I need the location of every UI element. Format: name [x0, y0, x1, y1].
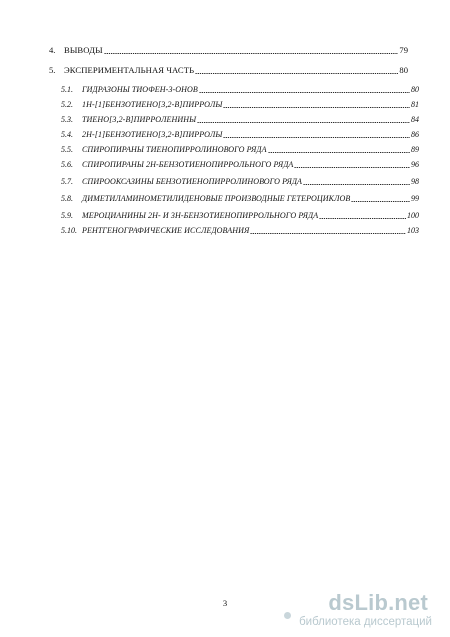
toc-entry-page: 80: [399, 65, 408, 75]
toc-entry-page: 100: [407, 211, 419, 220]
toc-entry-title: ЭКСПЕРИМЕНТАЛЬНАЯ ЧАСТЬ: [64, 65, 195, 75]
toc-entry-number: 5.3.: [61, 115, 73, 124]
toc-entry-page: 98: [411, 177, 419, 186]
toc-entry-number: 5.7.: [61, 177, 73, 186]
toc-entry-number: 5.6.: [61, 160, 73, 169]
toc-entry-5[interactable]: [49, 66, 408, 75]
dot-leader: [197, 122, 410, 123]
toc-entry-5-6[interactable]: [61, 161, 419, 169]
page-number: 3: [222, 598, 228, 608]
toc-entry-5-5[interactable]: [61, 146, 419, 154]
dot-leader: [303, 184, 410, 185]
toc-entry-5-1[interactable]: [61, 86, 419, 94]
toc-entry-number: 5.10.: [61, 226, 77, 235]
toc-entry-title: СПИРОПИРАНЫ 2Н-БЕНЗОТИЕНОПИРРОЛЬНОГО РЯДА: [82, 160, 294, 169]
dslib-watermark: [280, 590, 440, 632]
toc-entry-5-8[interactable]: [61, 195, 419, 203]
toc-entry-title: МЕРОЦИАНИНЫ 2Н- И 3Н-БЕНЗОТИЕНОПИРРОЛЬНОГО РЯДА: [82, 211, 319, 220]
toc-entry-page: 80: [411, 85, 419, 94]
watermark-logo: dsLib.net: [328, 590, 428, 615]
toc-entry-title: ТИЕНО[3,2-B]ПИРРОЛЕНИНЫ: [82, 115, 197, 124]
dot-leader: [104, 53, 399, 54]
toc-entry-page: 86: [411, 130, 419, 139]
dot-leader: [223, 107, 410, 108]
toc-entry-page: 96: [411, 160, 419, 169]
toc-entry-number: 4.: [49, 45, 56, 55]
toc-entry-number: 5.5.: [61, 145, 73, 154]
dot-leader: [319, 218, 406, 219]
toc-entry-title: РЕНТГЕНОГРАФИЧЕСКИЕ ИССЛЕДОВАНИЯ: [82, 226, 250, 235]
toc-entry-page: 81: [411, 100, 419, 109]
toc-entry-page: 79: [399, 45, 408, 55]
toc-entry-5-2[interactable]: [61, 101, 419, 109]
toc-entry-title: ДИМЕТИЛАМИНОМЕТИЛИДЕНОВЫЕ ПРОИЗВОДНЫЕ ГЕТЕРОЦИКЛОВ: [82, 194, 351, 203]
toc-entry-number: 5.: [49, 65, 56, 75]
toc-entry-page: 99: [411, 194, 419, 203]
toc-entry-5-3[interactable]: [61, 116, 419, 124]
toc-entry-5-10[interactable]: [61, 227, 419, 235]
toc-entry-number: 5.9.: [61, 211, 73, 220]
toc-entry-number: 5.2.: [61, 100, 73, 109]
toc-entry-5-4[interactable]: [61, 131, 419, 139]
dot-leader: [268, 152, 410, 153]
dot-leader: [199, 92, 410, 93]
toc-entry-4[interactable]: [49, 46, 408, 55]
toc-entry-title: 2Н-[1]БЕНЗОТИЕНО[3,2-B]ПИРРОЛЫ: [82, 130, 223, 139]
toc-entry-title: ГИДРАЗОНЫ ТИОФЕН-3-ОНОВ: [82, 85, 198, 94]
toc-entry-page: 103: [407, 226, 419, 235]
dot-leader: [195, 73, 398, 74]
dot-leader: [351, 201, 410, 202]
toc-entry-5-9[interactable]: [61, 212, 419, 220]
toc-entry-5-7[interactable]: [61, 178, 419, 186]
toc-entry-page: 84: [411, 115, 419, 124]
dot-leader: [223, 137, 410, 138]
toc-entry-number: 5.1.: [61, 85, 73, 94]
toc-entry-number: 5.4.: [61, 130, 73, 139]
dot-leader: [294, 167, 410, 168]
toc-entry-page: 89: [411, 145, 419, 154]
toc-entry-title: ВЫВОДЫ: [64, 45, 103, 55]
watermark-subtitle: библиотека диссертаций: [299, 616, 432, 628]
toc-entry-title: 1Н-[1]БЕНЗОТИЕНО[3,2-B]ПИРРОЛЫ: [82, 100, 223, 109]
watermark-circle-icon: [284, 612, 291, 619]
toc-entry-title: СПИРОПИРАНЫ ТИЕНОПИРРОЛИНОВОГО РЯДА: [82, 145, 267, 154]
toc-entry-title: СПИРООКСАЗИНЫ БЕНЗОТИЕНОПИРРОЛИНОВОГО РЯДА: [82, 177, 303, 186]
dot-leader: [250, 233, 406, 234]
toc-entry-number: 5.8.: [61, 194, 73, 203]
